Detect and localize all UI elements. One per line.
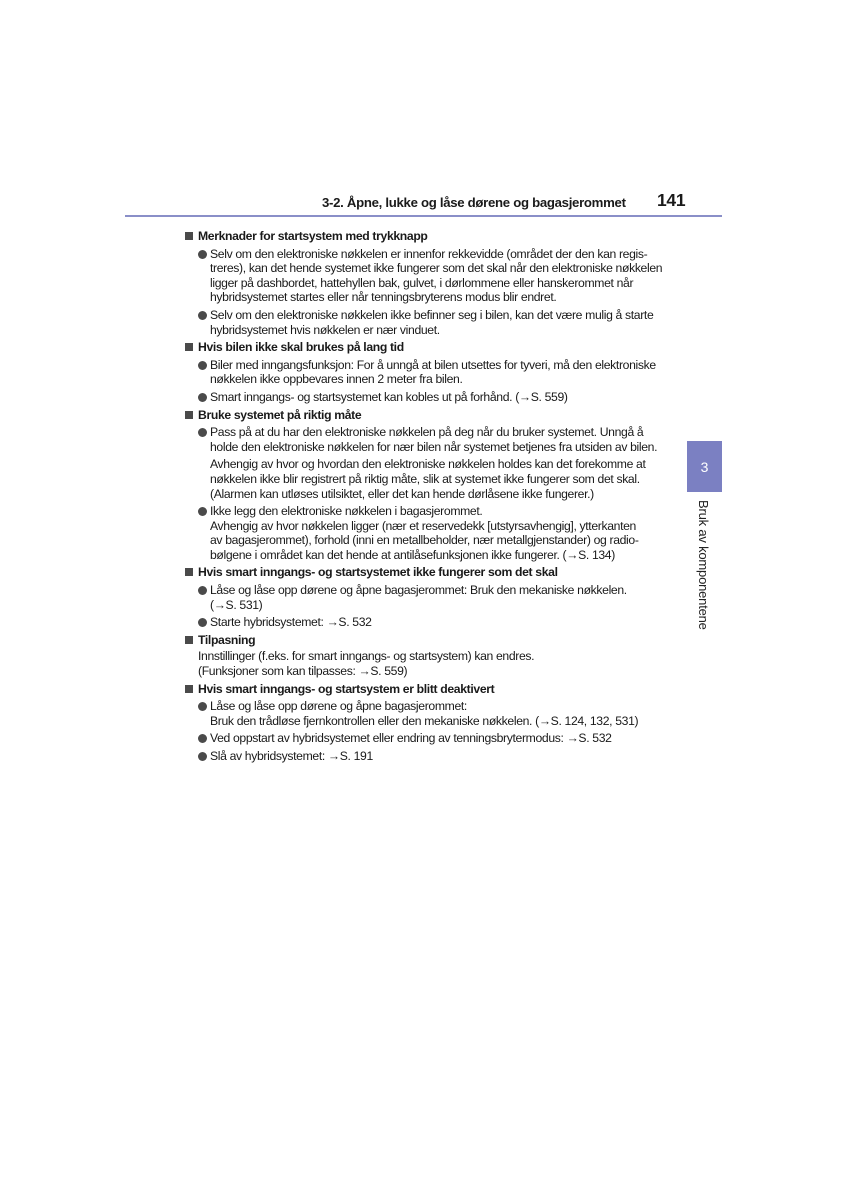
- round-bullet-icon: [198, 702, 207, 711]
- round-bullet-icon: [198, 250, 207, 259]
- section-heading: Merknader for startsystem med trykknapp: [184, 229, 666, 244]
- list-item: Ikke legg den elektroniske nøkkelen i bagasjerommet. Avhengig av hvor nøkkelen ligger (nær et reservedekk [utstyrsavhengig], ytterkanten av bagasjerommet), forhold (inni en metallbeholder, nær metallgjenstander) og radio- bølgene i området kan det hende at antilåsefunksjonen ikke fungerer. (→S. 134): [184, 504, 666, 562]
- round-bullet-icon: [198, 361, 207, 370]
- square-bullet-icon: [185, 411, 193, 419]
- list-item: Selv om den elektroniske nøkkelen er innenfor rekkevidde (området der den kan regis- treres), kan det hende systemet ikke fungerer som det skal når den elektroniske nøkkelen ligger på dashbordet, hattehyllen bak, gulvet, i dørlommene eller hanskerommet når hybridsystemet startes eller når tenningsbryterens modus blir endret.: [184, 247, 666, 305]
- section-heading: Hvis smart inngangs- og startsystem er blitt deaktivert: [184, 682, 666, 697]
- section-heading: Bruke systemet på riktig måte: [184, 408, 666, 423]
- list-item: Ved oppstart av hybridsystemet eller endring av tenningsbrytermodus: →S. 532: [184, 731, 666, 746]
- list-item: Biler med inngangsfunksjon: For å unngå at bilen utsettes for tyveri, må den elektroniske nøkkelen ikke oppbevares innen 2 meter fra bilen.: [184, 358, 666, 387]
- list-item: Starte hybridsystemet: →S. 532: [184, 615, 666, 630]
- round-bullet-icon: [198, 618, 207, 627]
- section-heading: Tilpasning: [184, 633, 666, 648]
- round-bullet-icon: [198, 428, 207, 437]
- page-number: 141: [657, 190, 686, 210]
- manual-content: [184, 226, 666, 764]
- square-bullet-icon: [185, 568, 193, 576]
- list-item: Selv om den elektroniske nøkkelen ikke befinner seg i bilen, kan det være mulig å starte hybridsystemet hvis nøkkelen er nær vinduet.: [184, 308, 666, 337]
- section-heading: Hvis smart inngangs- og startsystemet ikke fungerer som det skal: [184, 565, 666, 580]
- square-bullet-icon: [185, 685, 193, 693]
- square-bullet-icon: [185, 343, 193, 351]
- list-item: Låse og låse opp dørene og åpne bagasjerommet: Bruk den mekaniske nøkkelen. (→S. 531): [184, 583, 666, 612]
- round-bullet-icon: [198, 393, 207, 402]
- round-bullet-icon: [198, 752, 207, 761]
- round-bullet-icon: [198, 507, 207, 516]
- running-header-title: 3-2. Åpne, lukke og låse dørene og bagasjerommet: [322, 195, 626, 210]
- paragraph: Innstillinger (f.eks. for smart inngangs- og startsystem) kan endres. (Funksjoner som kan tilpasses: →S. 559): [198, 649, 535, 679]
- header-divider: [125, 215, 722, 217]
- list-item: Pass på at du har den elektroniske nøkkelen på deg når du bruker systemet. Unngå å holde den elektroniske nøkkelen for nær bilen når systemet betjenes fra utsiden av bilen. Avhengig av hvor og hvordan den elektroniske nøkkelen holdes kan det forekomme at nøkkelen ikke blir registrert på riktig måte, slik at systemet ikke fungerer som det skal. (Alarmen kan utløses utilsiktet, eller det kan hende dørlåsene ikke fungerer.): [184, 425, 666, 501]
- round-bullet-icon: [198, 734, 207, 743]
- list-item: Låse og låse opp dørene og åpne bagasjerommet: Bruk den trådløse fjernkontrollen eller den mekaniske nøkkelen. (→S. 124, 132, 531): [184, 699, 666, 728]
- paragraph: Avhengig av hvor og hvordan den elektroniske nøkkelen holdes kan det forekomme at nøkkelen ikke blir registrert på riktig måte, slik at systemet ikke fungerer som det skal. (Alarmen kan utløses utilsiktet, eller det kan hende dørlåsene ikke fungerer.): [210, 457, 646, 501]
- chapter-tab: [687, 441, 722, 492]
- list-item: Slå av hybridsystemet: →S. 191: [184, 749, 666, 764]
- square-bullet-icon: [185, 636, 193, 644]
- section-heading: Hvis bilen ikke skal brukes på lang tid: [184, 340, 666, 355]
- chapter-number: 3: [700, 458, 709, 475]
- round-bullet-icon: [198, 311, 207, 320]
- square-bullet-icon: [185, 232, 193, 240]
- round-bullet-icon: [198, 586, 207, 595]
- list-item: Smart inngangs- og startsystemet kan kobles ut på forhånd. (→S. 559): [184, 390, 666, 405]
- chapter-side-title: Bruk av komponentene: [696, 500, 711, 630]
